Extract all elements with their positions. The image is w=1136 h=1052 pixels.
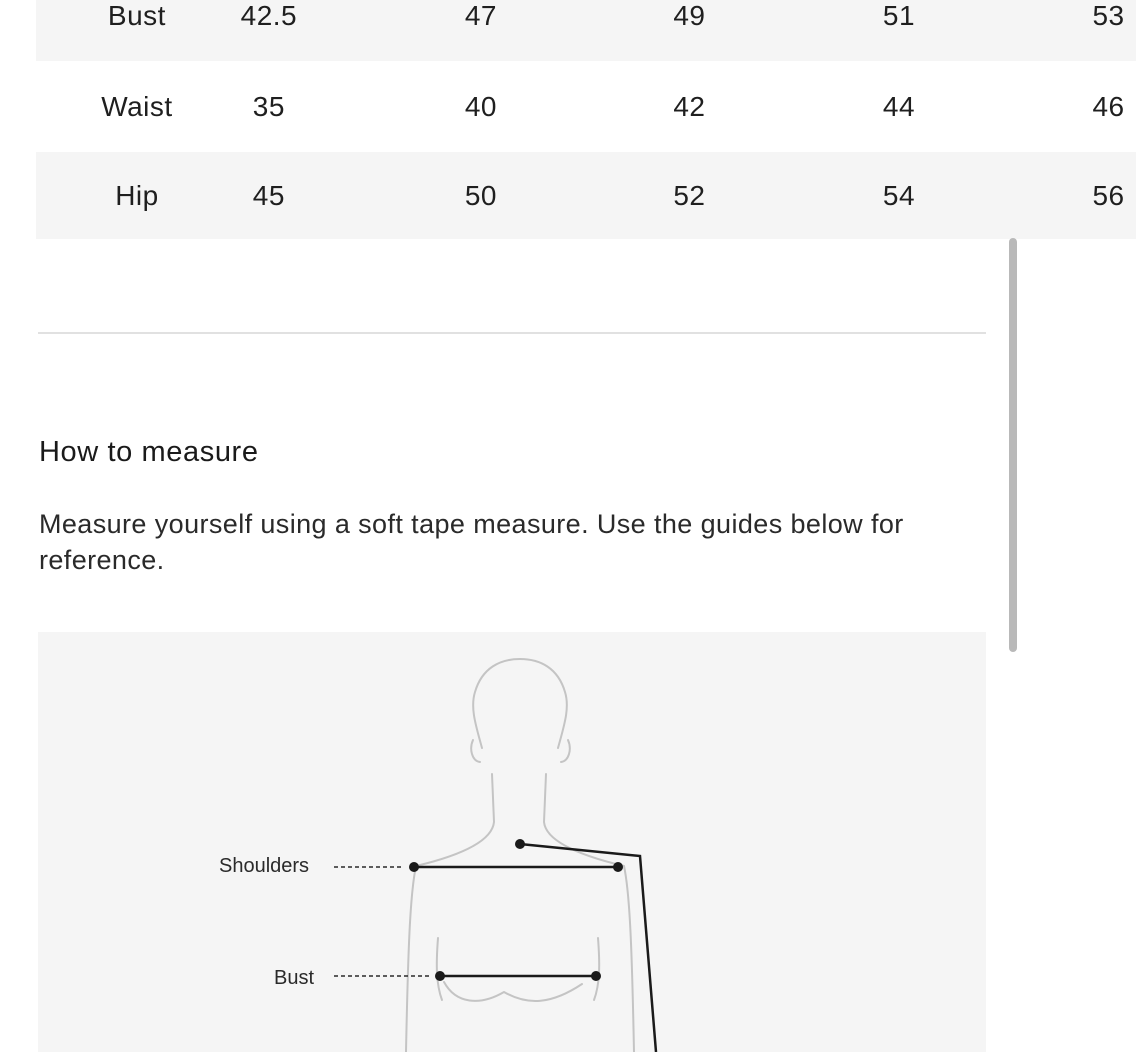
measurement-guide-panel — [38, 632, 986, 1052]
how-to-measure-heading: How to measure — [39, 436, 259, 468]
table-cell: 56 — [1092, 179, 1125, 211]
right-inner-arm-outline — [594, 938, 599, 1000]
bust-contour-outline — [444, 982, 582, 1001]
row-label-waist: Waist — [101, 90, 173, 122]
measure-point — [613, 862, 623, 872]
length-measure-line — [520, 844, 656, 1052]
measure-point — [591, 971, 601, 981]
table-cell: 42.5 — [240, 0, 298, 31]
table-cell: 51 — [882, 0, 916, 31]
table-cell: 52 — [673, 179, 706, 211]
row-label-bust: Bust — [107, 0, 166, 31]
measurement-points — [409, 839, 623, 981]
table-row-bust — [36, 0, 1136, 61]
head-outline — [473, 659, 567, 748]
table-cell: 35 — [252, 90, 285, 122]
left-inner-arm-outline — [437, 938, 442, 1000]
measurement-lines — [414, 844, 656, 1052]
measure-point — [409, 862, 419, 872]
size-chart-table — [36, 0, 1136, 239]
table-cell: 50 — [464, 179, 497, 211]
scrollbar-thumb[interactable] — [1009, 238, 1017, 652]
table-cell: 46 — [1092, 90, 1125, 122]
left-ear-outline — [471, 740, 480, 762]
right-neck-shoulder-outline — [544, 774, 634, 1052]
body-outline — [406, 659, 634, 1052]
table-row-hip — [36, 152, 1136, 239]
table-cell: 54 — [882, 179, 916, 211]
measure-point — [515, 839, 525, 849]
body-measurement-illustration — [38, 632, 986, 1052]
table-cell: 45 — [252, 179, 285, 211]
bust-label: Bust — [274, 967, 315, 989]
table-cell: 47 — [464, 0, 497, 31]
how-to-measure-description: Measure yourself using a soft tape measure. Use the guides below for reference. — [39, 509, 904, 575]
table-cell: 44 — [882, 90, 916, 122]
table-cell: 49 — [673, 0, 706, 31]
measure-point — [435, 971, 445, 981]
label-leader-lines — [334, 867, 430, 976]
table-cell: 53 — [1092, 0, 1125, 31]
table-cell: 40 — [464, 90, 497, 122]
table-cell: 42 — [673, 90, 706, 122]
shoulders-label: Shoulders — [219, 855, 310, 877]
row-label-hip: Hip — [115, 179, 159, 211]
table-row-waist — [36, 61, 1136, 152]
left-neck-shoulder-outline — [406, 774, 494, 1052]
section-divider — [38, 332, 986, 334]
right-ear-outline — [561, 740, 570, 762]
